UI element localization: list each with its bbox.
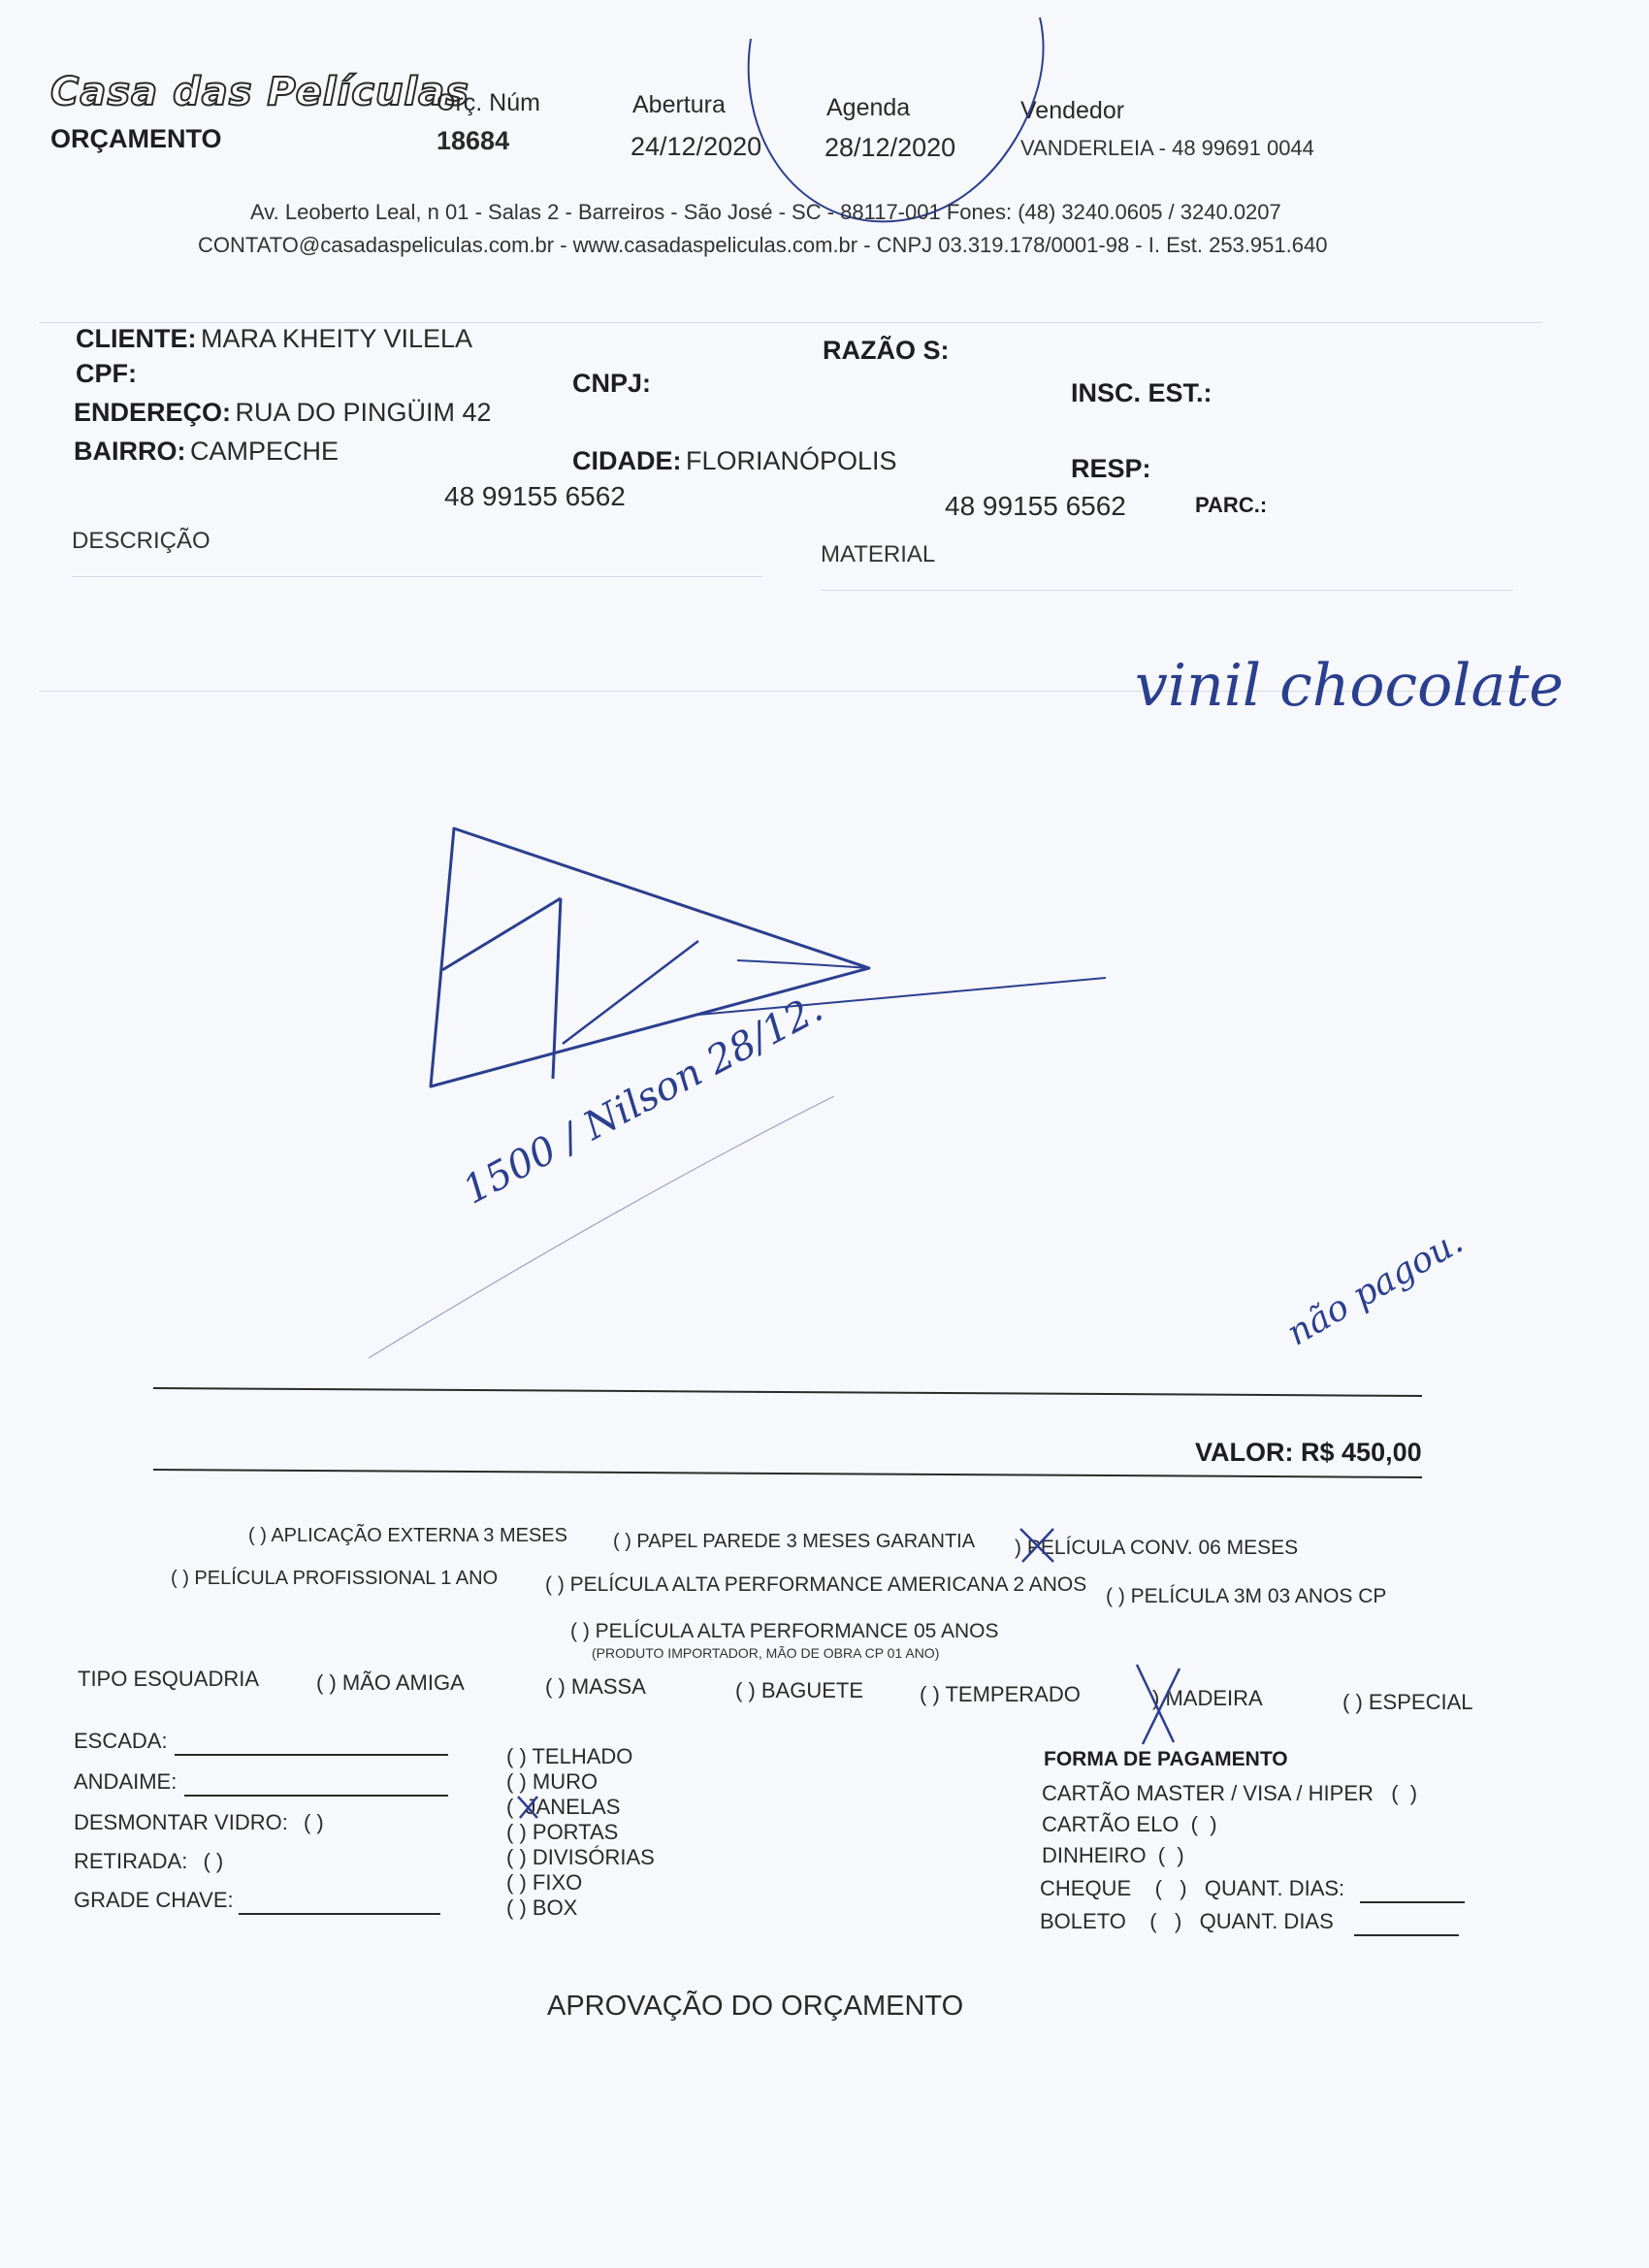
cidade-label: CIDADE: xyxy=(572,446,682,475)
vendedor-label: Vendedor xyxy=(1020,97,1125,124)
payment-cartao-elo-label: CARTÃO ELO xyxy=(1042,1812,1180,1836)
payment-cartao-elo[interactable]: CARTÃO ELO ( ) xyxy=(1042,1812,1217,1836)
service-pelicula-profissional[interactable]: ( ) PELÍCULA PROFISSIONAL 1 ANO xyxy=(171,1568,499,1589)
abertura-label: Abertura xyxy=(632,91,726,118)
esquadria-mao-amiga[interactable]: ( ) MÃO AMIGA xyxy=(316,1670,465,1695)
andaime-label: ANDAIME: xyxy=(74,1769,178,1794)
orc-num-value: 18684 xyxy=(436,126,510,155)
cpf-label: CPF: xyxy=(76,359,137,388)
service-pelicula-3m[interactable]: ( ) PELÍCULA 3M 03 ANOS CP xyxy=(1106,1585,1387,1607)
bairro-field xyxy=(74,437,339,467)
local-janelas[interactable]: ( JANELAS xyxy=(506,1795,621,1819)
esquadria-massa[interactable]: ( ) MASSA xyxy=(545,1674,646,1699)
cidade-field xyxy=(572,446,897,476)
local-box[interactable]: ( ) BOX xyxy=(506,1895,578,1920)
local-fixo-label: FIXO xyxy=(532,1870,583,1895)
local-box-label: BOX xyxy=(532,1895,578,1920)
local-muro[interactable]: ( ) MURO xyxy=(506,1769,598,1794)
esquadria-temperado[interactable]: ( ) TEMPERADO xyxy=(920,1682,1081,1706)
handwritten-status: não pagou. xyxy=(1280,1221,1471,1354)
local-portas[interactable]: ( ) PORTAS xyxy=(506,1820,619,1844)
retirada-text: RETIRADA: xyxy=(74,1849,188,1873)
esquadria-baguete[interactable]: ( ) BAGUETE xyxy=(735,1678,864,1702)
local-portas-label: PORTAS xyxy=(532,1820,619,1844)
escada-label: ESCADA: xyxy=(74,1729,168,1753)
service-alta-performance-americana-text[interactable]: ( ) PELÍCULA ALTA PERFORMANCE AMERICANA 2 ANOS xyxy=(545,1573,1087,1596)
endereco-field xyxy=(74,398,492,428)
check-x-mark xyxy=(514,1793,541,1822)
endereco-value: RUA DO PINGÜIM 42 xyxy=(235,398,492,427)
service-pelicula-conv-label: ) PELÍCULA CONV. 06 MESES xyxy=(1015,1537,1299,1559)
payment-dinheiro[interactable]: DINHEIRO ( ) xyxy=(1042,1843,1184,1867)
payment-dinheiro-label: DINHEIRO xyxy=(1042,1843,1147,1867)
payment-cheque-label: CHEQUE xyxy=(1040,1876,1132,1900)
desmontar-vidro-text: DESMONTAR VIDRO: xyxy=(74,1810,288,1834)
orc-num-label: Orç. Núm xyxy=(436,89,540,116)
esquadria-madeira[interactable]: ) MADEIRA xyxy=(1152,1686,1263,1710)
client-phone-1: 48 99155 6562 xyxy=(444,481,626,511)
payment-boleto[interactable]: BOLETO ( ) QUANT. DIAS xyxy=(1040,1909,1334,1933)
desmontar-vidro-label[interactable] xyxy=(74,1810,324,1835)
bairro-label: BAIRRO: xyxy=(74,437,186,466)
service-aplicacao-externa[interactable]: ( ) APLICAÇÃO EXTERNA 3 MESES xyxy=(248,1525,567,1546)
handwritten-note: 1500 / Nilson 28/12. xyxy=(456,986,830,1214)
payment-title: FORMA DE PAGAMENTO xyxy=(1044,1748,1288,1770)
cliente-label: CLIENTE: xyxy=(76,324,197,353)
payment-boleto-label: BOLETO xyxy=(1040,1909,1126,1933)
service-alta-performance-note: (PRODUTO IMPORTADOR, MÃO DE OBRA CP 01 ANO) xyxy=(592,1645,940,1661)
local-divisorias-label: DIVISÓRIAS xyxy=(532,1845,655,1869)
retirada-checkbox[interactable]: ( ) xyxy=(203,1849,224,1873)
agenda-date: 28/12/2020 xyxy=(824,133,956,162)
payment-boleto-quant-label: QUANT. DIAS xyxy=(1199,1909,1334,1933)
resp-label: RESP: xyxy=(1071,454,1151,483)
valor-label: VALOR: R$ xyxy=(1195,1438,1335,1467)
payment-cartao-master[interactable]: CARTÃO MASTER / VISA / HIPER ( ) xyxy=(1042,1781,1418,1805)
check-x-mark xyxy=(1129,1661,1187,1748)
cnpj-label: CNPJ: xyxy=(572,369,652,398)
vendedor-name: VANDERLEIA - 48 99691 0044 xyxy=(1020,136,1314,160)
valor-field xyxy=(1195,1438,1422,1468)
company-contact: CONTATO@casadaspeliculas.com.br - www.casadaspeliculas.com.br - CNPJ 03.319.178/0001-98 - I. Est. 253.951.640 xyxy=(198,233,1328,257)
local-telhado-label: TELHADO xyxy=(532,1744,633,1768)
document-type: ORÇAMENTO xyxy=(50,124,222,153)
razao-label: RAZÃO S: xyxy=(823,336,950,365)
cidade-value: FLORIANÓPOLIS xyxy=(685,446,897,475)
agenda-label: Agenda xyxy=(826,94,911,121)
abertura-date: 24/12/2020 xyxy=(630,132,762,161)
desmontar-vidro-checkbox[interactable]: ( ) xyxy=(303,1810,324,1834)
company-logo: Casa das Películas xyxy=(50,70,469,114)
client-phone-2: 48 99155 6562 xyxy=(945,491,1126,521)
parc-label: PARC.: xyxy=(1195,493,1268,517)
local-fixo[interactable]: ( ) FIXO xyxy=(506,1870,583,1895)
company-address: Av. Leoberto Leal, n 01 - Salas 2 - Barreiros - São José - SC - 88117-001 Fones: (48) 3240.0605 / 3240.0207 xyxy=(250,200,1281,224)
payment-cheque-quant-label: QUANT. DIAS: xyxy=(1204,1876,1345,1900)
payment-cheque[interactable]: CHEQUE ( ) QUANT. DIAS: xyxy=(1040,1876,1345,1900)
local-janelas-label: JANELAS xyxy=(525,1795,621,1819)
valor-amount: 450,00 xyxy=(1342,1438,1422,1467)
bairro-value: CAMPECHE xyxy=(189,437,339,466)
esquadria-label: TIPO ESQUADRIA xyxy=(78,1667,260,1691)
cliente-value: MARA KHEITY VILELA xyxy=(200,324,473,353)
esquadria-especial[interactable]: ( ) ESPECIAL xyxy=(1342,1690,1473,1714)
descricao-label: DESCRIÇÃO xyxy=(72,528,210,554)
insc-est-label: INSC. EST.: xyxy=(1071,378,1212,407)
check-x-mark xyxy=(1017,1525,1057,1566)
material-label: MATERIAL xyxy=(821,541,936,567)
service-papel-parede[interactable]: ( ) PAPEL PAREDE 3 MESES GARANTIA xyxy=(613,1531,976,1552)
window-sketch xyxy=(407,815,1125,1106)
local-muro-label: MURO xyxy=(532,1769,598,1794)
grade-chave-label: GRADE CHAVE: xyxy=(74,1888,234,1912)
local-divisorias[interactable]: ( ) DIVISÓRIAS xyxy=(506,1845,655,1869)
cliente-field xyxy=(76,324,472,354)
local-telhado[interactable]: ( ) TELHADO xyxy=(506,1744,633,1768)
retirada-label[interactable] xyxy=(74,1849,223,1874)
endereco-label: ENDEREÇO: xyxy=(74,398,232,427)
service-alta-performance-05[interactable]: ( ) PELÍCULA ALTA PERFORMANCE 05 ANOS xyxy=(570,1620,999,1642)
handwritten-material: vinil chocolate xyxy=(1135,652,1564,720)
payment-cartao-master-label: CARTÃO MASTER / VISA / HIPER xyxy=(1042,1781,1374,1805)
approval-title: APROVAÇÃO DO ORÇAMENTO xyxy=(547,1991,964,2022)
